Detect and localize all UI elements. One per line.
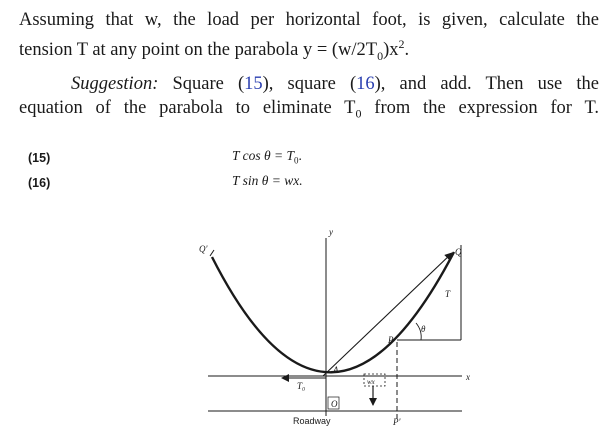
- ref-16-link[interactable]: 16: [356, 74, 375, 94]
- problem-line-1: Assuming that w, the load per horizontal foot, is given, calculate the: [19, 10, 599, 30]
- p-prime-label: P': [393, 417, 401, 427]
- origin-label: O: [331, 399, 338, 409]
- p-label: P: [388, 335, 394, 345]
- y-axis-label: y: [329, 227, 333, 237]
- tangent-line: [323, 253, 452, 376]
- x-axis-label: x: [466, 372, 470, 382]
- suggestion-line-2: equation of the parabola to eliminate $T_0$ from the expression for T.: [19, 98, 599, 121]
- tension-label: T: [445, 289, 451, 299]
- q-prime-label: Q': [199, 244, 208, 254]
- equation-number-16: (16): [28, 176, 51, 190]
- suggestion-line-1: Suggestion: Square (15), square (16), and add. Then use the: [71, 74, 599, 94]
- theta-label: θ: [421, 324, 426, 334]
- a-label: A: [333, 365, 339, 375]
- equation-15: T $\cos \theta = T_0$.: [232, 148, 302, 166]
- problem-line-2: tension T at any point on the parabola $y = (w/2T_0)x^2$.: [19, 37, 410, 63]
- q-label: Q: [455, 247, 462, 257]
- wx-label: wx: [367, 378, 375, 386]
- equation-number-15: (15): [28, 151, 51, 165]
- equation-16: T sin θ = wx.: [232, 173, 303, 188]
- ref-15-link[interactable]: 15: [244, 74, 263, 94]
- parabola-curve: [212, 252, 454, 372]
- roadway-label: Roadway: [293, 416, 331, 426]
- suggestion-label: Suggestion:: [71, 74, 159, 94]
- t0-label: T₀: [297, 381, 306, 391]
